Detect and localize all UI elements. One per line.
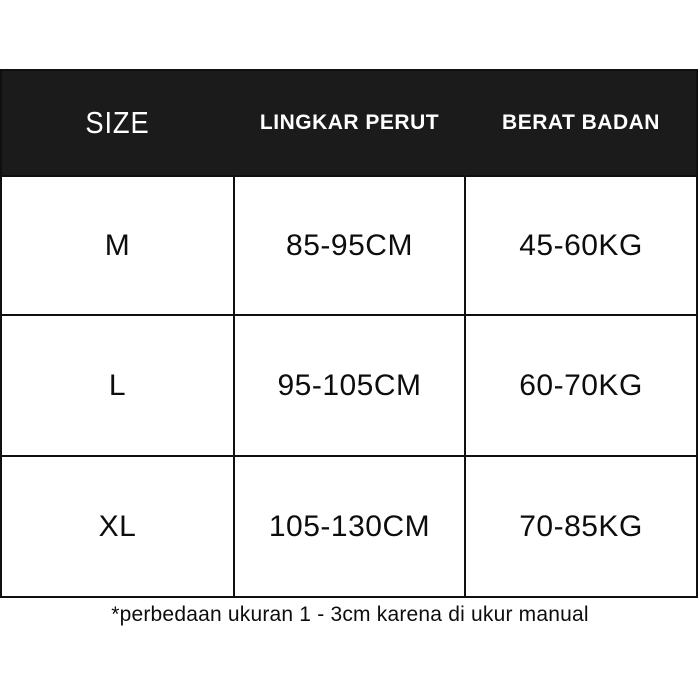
- cell-lingkar-perut-m: 85-95CM: [235, 177, 466, 316]
- cell-berat-badan-m: 45-60KG: [466, 177, 696, 316]
- header-cell-lingkar-perut: [235, 71, 466, 177]
- cell-size-l: L: [2, 316, 235, 457]
- cell-size-xl: XL: [2, 457, 235, 596]
- cell-berat-badan-xl: 70-85KG: [519, 509, 643, 543]
- header-cell-berat-badan: [466, 71, 696, 177]
- header-label-berat-badan: BERAT BADAN: [502, 111, 660, 134]
- measurement-disclaimer-note: *perbedaan ukuran 1 - 3cm karena di ukur manual: [111, 603, 589, 626]
- size-chart-table: [0, 69, 698, 598]
- header-label-size: SIZE: [85, 105, 150, 140]
- cell-lingkar-perut-xl: 105-130CM: [235, 457, 466, 596]
- header-label-lingkar-perut: LINGKAR PERUT: [259, 111, 440, 134]
- header-cell-size: [2, 71, 235, 177]
- cell-lingkar-perut-l: 95-105CM: [235, 316, 466, 457]
- cell-size-m: M: [2, 177, 235, 316]
- cell-berat-badan-l: 60-70KG: [466, 316, 696, 457]
